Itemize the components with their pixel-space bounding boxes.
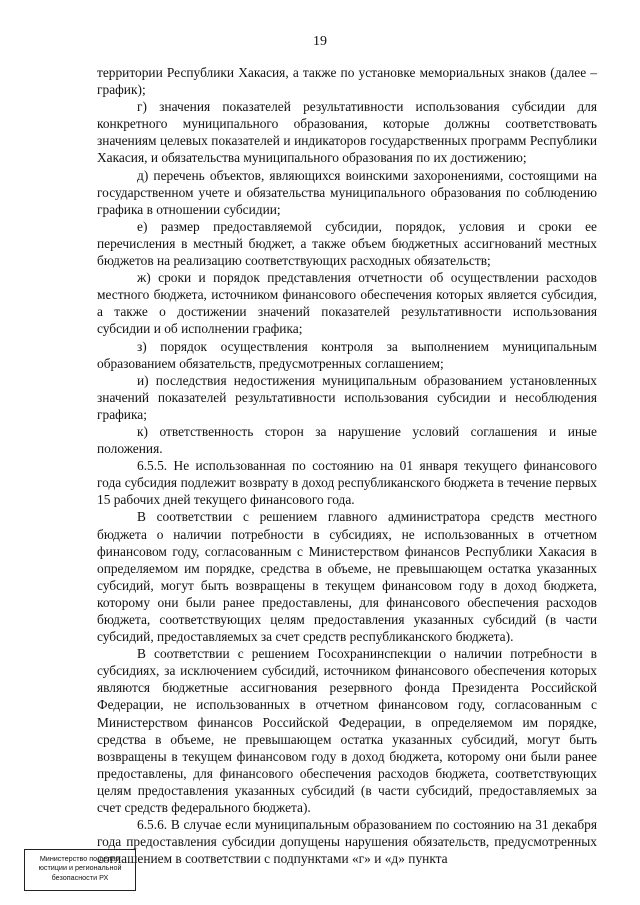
document-body — [97, 64, 597, 867]
paragraph-11: 6.5.6. В случае если муниципальным образованием по состоянию на 31 декабря года предоставления субсидии допущены нарушения обязательств, предусмотренных соглашением в соответствии с подпунктами «г» и «д» пункта — [97, 817, 597, 867]
paragraph-2: д) перечень объектов, являющихся воинскими захоронениями, состоящими на государственном учете и обязательства муниципального образования по соблюдению графика в отношении субсидии; — [97, 167, 597, 217]
paragraph-8: 6.5.5. Не использованная по состоянию на 01 января текущего финансового года субсидия подлежит возврату в доход республиканского бюджета в течение первых 15 рабочих дней текущего финансового года. — [97, 458, 597, 508]
stamp-line-2: юстиции и региональной — [38, 863, 122, 873]
stamp-line-3: безопасности РХ — [51, 872, 109, 882]
paragraph-1: г) значения показателей результативности использования субсидии для конкретного муниципального образования, которые должны соответствовать значениям целевых показателей и индикаторов государственных программ Республики Хакасия, и обязательства муниципального образования по их достижению; — [97, 99, 597, 166]
paragraph-9: В соответствии с решением главного администратора средств местного бюджета о наличии потребности в субсидиях, не использованных в отчетном финансовом году, согласованным с Министерством финансов Республики Хакасия в определяемом им порядке, средства в объеме, не превышающем остатка указанных субсидий, могут быть возвращены в текущем финансовом году в доход бюджета, которому они были ранее предоставлены, для финансового обеспечения расходов бюджета, соответствующих целям предоставления указанных субсидий (в части субсидий, предоставляемых за счет средств республиканского бюджета). — [97, 509, 597, 645]
page-number: 19 — [313, 34, 327, 49]
paragraph-10: В соответствии с решением Госохранинспекции о наличии потребности в субсидиях, за исключением субсидий, источником финансового обеспечения которых являются бюджетные ассигнования резервного фонда Президента Российской Федерации, не использованных в отчетном финансовом году, согласованным с Министерством финансов Российской Федерации, в определяемом им порядке, средства в объеме, не превышающем остатка указанных субсидий, могут быть возвращены в текущем финансовом году в доход бюджета, которому они были ранее предоставлены, для финансового обеспечения расходов бюджета, соответствующих целям предоставления указанных субсидий (в части субсидий, предоставляемых за счет средств федерального бюджета). — [97, 646, 597, 816]
stamp-line-1: Министерство по делам — [39, 854, 121, 863]
paragraph-5: з) порядок осуществления контроля за выполнением муниципальным образованием обязательств, предусмотренных соглашением; — [97, 338, 597, 371]
paragraph-6: и) последствия недостижения муниципальным образованием установленных значений показателей результативности использования субсидии и несоблюдения графика; — [97, 372, 597, 422]
ministry-stamp — [24, 849, 136, 891]
paragraph-3: е) размер предоставляемой субсидии, порядок, условия и сроки ее перечисления в местный бюджет, а также объем бюджетных ассигнований местных бюджетов на реализацию соответствующих расходных обязательств; — [97, 218, 597, 269]
paragraph-0: территории Республики Хакасия, а также по установке мемориальных знаков (далее – график); — [97, 65, 597, 98]
paragraph-4: ж) сроки и порядок представления отчетности об осуществлении расходов местного бюджета, источником финансового обеспечения которых является субсидия, а также о достижении значений показателей результативности использования субсидии и об исполнении графика; — [97, 270, 597, 337]
paragraph-7: к) ответственность сторон за нарушение условий соглашения и иные положения. — [97, 423, 597, 457]
